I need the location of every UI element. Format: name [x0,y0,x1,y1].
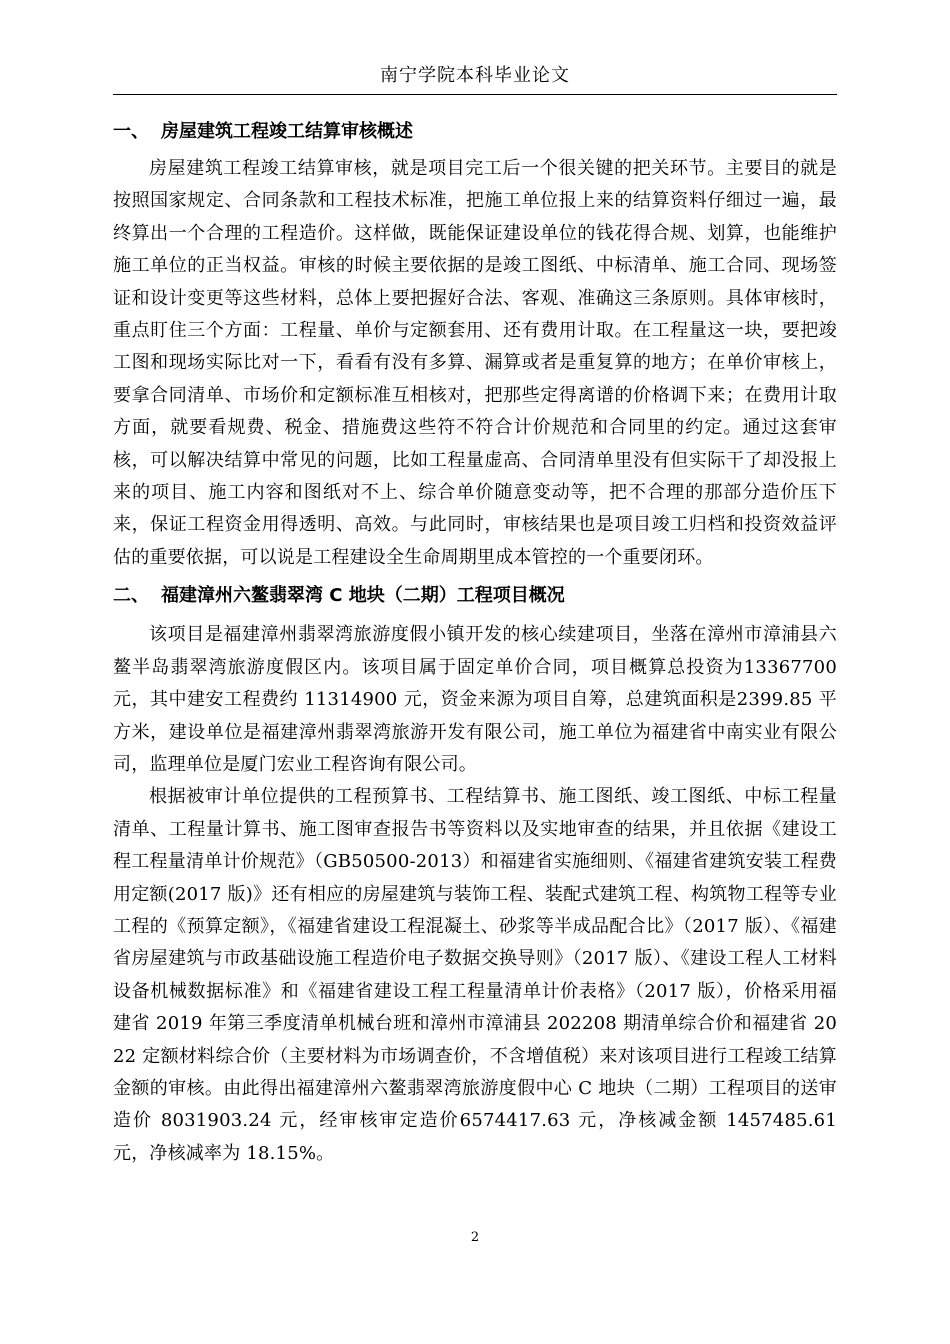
page-content [113,117,837,1170]
section-title-2: 福建漳州六鳌翡翠湾 C 地块（二期）工程项目概况 [161,585,565,607]
header-rule [113,94,837,95]
section-title-1: 房屋建筑工程竣工结算审核概述 [161,121,413,142]
section-heading-1 [113,117,837,147]
section-2-paragraph-1: 该项目是福建漳州翡翠湾旅游度假小镇开发的核心续建项目，坐落在漳州市漳浦县六鳌半岛翡翠湾旅游度假区内。该项目属于固定单价合同，项目概算总投资为13367700 元，其中建安工程费约 11314900 元，资金来源为项目自筹，总建筑面积是2399.85 平方米，建设单位是福建漳州翡翠湾旅游开发有限公司，施工单位为福建省中南实业有限公司，监理单位是厦门宏业工程咨询有限公司。 [113,624,837,775]
page-number: 2 [470,1230,480,1245]
section-heading-2 [113,581,837,611]
section-number-2: 二、 [113,585,149,607]
section-2-paragraph-2: 根据被审计单位提供的工程预算书、工程结算书、施工图纸、竣工图纸、中标工程量清单、工程量计算书、施工图审查报告书等资料以及实地审查的结果，并且依据《建设工程工程量清单计价规范》（GB50500-2013）和福建省实施细则、《福建省建筑安装工程费用定额(2017 版)》还有相应的房屋建筑与装饰工程、装配式建筑工程、构筑物工程等专业工程的《预算定额》，《福建省建设工程混凝土、砂浆等半成品配合比》（2017 版）、《福建省房屋建筑与市政基础设施工程造价电子数据交换导则》（2017 版）、《建设工程人工材料设备机械数据标准》和《福建省建设工程工程量清单计价表格》（2017 版），价格采用福建省 2019 年第三季度清单机械台班和漳州市漳浦县 202208 期清单综合价和福建省 2022 定额材料综合价（主要材料为市场调查价，不含增值税）来对该项目进行工程竣工结算金额的审核。由此得出福建漳州六鳌翡翠湾旅游度假中心 C 地块（二期）工程项目的送审造价 8031903.24 元，经审核审定造价6574417.63 元，净核减金额 1457485.61 元，净核减率为 18.15%。 [113,786,837,1164]
running-header: 南宁学院本科毕业论文 [380,65,570,86]
section-1-paragraph-1: 房屋建筑工程竣工结算审核，就是项目完工后一个很关键的把关环节。主要目的就是按照国家规定、合同条款和工程技术标准，把施工单位报上来的结算资料仔细过一遍，最终算出一个合理的工程造价。这样做，既能保证建设单位的钱花得合规、划算，也能维护施工单位的正当权益。审核的时候主要依据的是竣工图纸、中标清单、施工合同、现场签证和设计变更等这些材料，总体上要把握好合法、客观、准确这三条原则。具体审核时，重点盯住三个方面：工程量、单价与定额套用、还有费用计取。在工程量这一块，要把竣工图和现场实际比对一下，看看有没有多算、漏算或者是重复算的地方；在单价审核上，要拿合同清单、市场价和定额标准互相核对，把那些定得离谱的价格调下来；在费用计取方面，就要看规费、税金、措施费这些符不符合计价规范和合同里的约定。通过这套审核，可以解决结算中常见的问题，比如工程量虚高、合同清单里没有但实际干了却没报上来的项目、施工内容和图纸对不上、综合单价随意变动等，把不合理的那部分造价压下来，保证工程资金用得透明、高效。与此同时，审核结果也是项目竣工归档和投资效益评估的重要依据，可以说是工程建设全生命周期里成本管控的一个重要闭环。 [113,158,837,568]
section-number-1: 一、 [113,121,149,142]
